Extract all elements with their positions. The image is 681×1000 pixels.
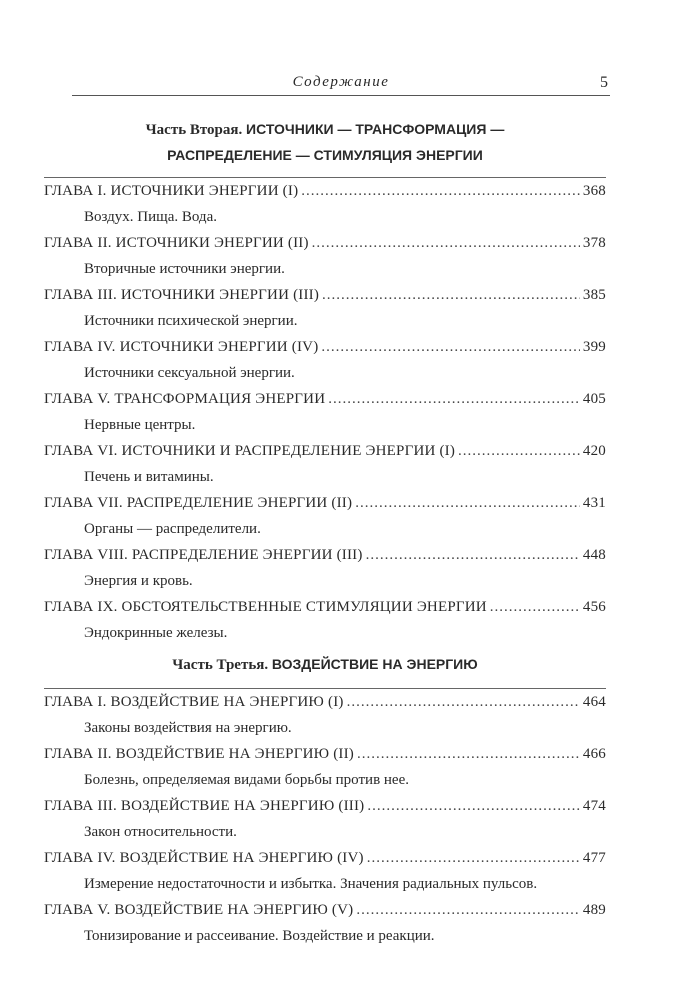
header-rule — [72, 95, 610, 96]
part-three-chapter-list — [44, 689, 606, 949]
part-two-title-line2: РАСПРЕДЕЛЕНИЕ — СТИМУЛЯЦИЯ ЭНЕРГИИ — [167, 147, 483, 163]
part-three-title: ВОЗДЕЙСТВИЕ НА ЭНЕРГИЮ — [271, 656, 478, 672]
chapter-line[interactable] — [44, 542, 606, 568]
dot-leader — [458, 438, 580, 464]
chapter-title: ГЛАВА III. ИСТОЧНИКИ ЭНЕРГИИ (III) — [44, 287, 320, 303]
part-two-heading — [44, 117, 606, 143]
chapter-subtitle: Печень и витамины. — [84, 469, 214, 485]
chapter-title: ГЛАВА V. ТРАНСФОРМАЦИЯ ЭНЕРГИИ — [44, 391, 326, 407]
chapter-subtitle: Источники психической энергии. — [84, 313, 298, 329]
chapter-line[interactable] — [44, 334, 606, 360]
chapter-title: ГЛАВА I. ИСТОЧНИКИ ЭНЕРГИИ (I) — [44, 183, 299, 199]
part-two-chapter-list — [44, 178, 606, 646]
chapter-line[interactable] — [44, 594, 606, 620]
chapter-subtitle: Измерение недостаточности и избытка. Значения радиальных пульсов. — [84, 876, 538, 892]
toc-entry — [44, 230, 606, 282]
chapter-line[interactable] — [44, 741, 606, 767]
toc-entry — [44, 689, 606, 741]
chapter-page-number: 368 — [582, 183, 606, 199]
dot-leader — [321, 334, 579, 360]
chapter-title: ГЛАВА III. ВОЗДЕЙСТВИЕ НА ЭНЕРГИЮ (III) — [44, 798, 365, 814]
chapter-page-number: 420 — [582, 443, 606, 459]
chapter-subtitle: Нервные центры. — [84, 417, 196, 433]
chapter-subtitle: Воздух. Пища. Вода. — [84, 209, 217, 225]
toc-entry — [44, 594, 606, 646]
chapter-page-number: 378 — [582, 235, 606, 251]
part-two-title-line1: ИСТОЧНИКИ — ТРАНСФОРМАЦИЯ — — [246, 121, 505, 137]
toc-entry — [44, 741, 606, 793]
chapter-subtitle: Энергия и кровь. — [84, 573, 193, 589]
dot-leader — [357, 741, 580, 767]
chapter-line[interactable] — [44, 386, 606, 412]
chapter-title: ГЛАВА IV. ВОЗДЕЙСТВИЕ НА ЭНЕРГИЮ (IV) — [44, 850, 364, 866]
dot-leader — [347, 689, 580, 715]
chapter-subtitle: Тонизирование и рассеивание. Воздействие и реакции. — [84, 928, 435, 944]
chapter-subtitle: Законы воздействия на энергию. — [84, 720, 292, 736]
chapter-line[interactable] — [44, 689, 606, 715]
chapter-title: ГЛАВА II. ИСТОЧНИКИ ЭНЕРГИИ (II) — [44, 235, 309, 251]
toc-entry — [44, 845, 606, 897]
chapter-page-number: 489 — [582, 902, 606, 918]
chapter-page-number: 399 — [582, 339, 606, 355]
toc-entry — [44, 386, 606, 438]
chapter-page-number: 464 — [582, 694, 606, 710]
chapter-line[interactable] — [44, 230, 606, 256]
chapter-title: ГЛАВА IV. ИСТОЧНИКИ ЭНЕРГИИ (IV) — [44, 339, 319, 355]
page-number: 5 — [600, 74, 608, 91]
chapter-title: ГЛАВА V. ВОЗДЕЙСТВИЕ НА ЭНЕРГИЮ (V) — [44, 902, 354, 918]
chapter-line[interactable] — [44, 897, 606, 923]
chapter-subtitle: Закон относительности. — [84, 824, 237, 840]
toc-entry — [44, 334, 606, 386]
chapter-page-number: 456 — [582, 599, 606, 615]
chapter-title: ГЛАВА VIII. РАСПРЕДЕЛЕНИЕ ЭНЕРГИИ (III) — [44, 547, 363, 563]
dot-leader — [355, 490, 580, 516]
toc-entry — [44, 897, 606, 949]
toc-entry — [44, 490, 606, 542]
chapter-page-number: 385 — [582, 287, 606, 303]
toc-entry — [44, 282, 606, 334]
dot-leader — [356, 897, 580, 923]
chapter-title: ГЛАВА VI. ИСТОЧНИКИ И РАСПРЕДЕЛЕНИЕ ЭНЕРГИИ (I) — [44, 443, 456, 459]
toc-entry — [44, 793, 606, 845]
dot-leader — [367, 845, 580, 871]
chapter-line[interactable] — [44, 490, 606, 516]
part-three-section — [44, 652, 606, 949]
chapter-page-number: 477 — [582, 850, 606, 866]
toc-entry — [44, 178, 606, 230]
part-two-heading-line2 — [44, 143, 606, 169]
dot-leader — [328, 386, 580, 412]
chapter-line[interactable] — [44, 438, 606, 464]
part-two-section — [44, 117, 606, 646]
dot-leader — [322, 282, 580, 308]
part-three-label: Часть Третья. — [172, 657, 269, 673]
chapter-title: ГЛАВА IX. ОБСТОЯТЕЛЬСТВЕННЫЕ СТИМУЛЯЦИИ ЭНЕРГИИ — [44, 599, 487, 615]
toc-entry — [44, 438, 606, 490]
chapter-subtitle: Органы — распределители. — [84, 521, 261, 537]
toc-entry — [44, 542, 606, 594]
chapter-line[interactable] — [44, 178, 606, 204]
chapter-title: ГЛАВА I. ВОЗДЕЙСТВИЕ НА ЭНЕРГИЮ (I) — [44, 694, 344, 710]
chapter-page-number: 431 — [582, 495, 606, 511]
page-header — [72, 74, 610, 94]
part-three-heading — [44, 652, 606, 678]
chapter-page-number: 448 — [582, 547, 606, 563]
chapter-subtitle: Эндокринные железы. — [84, 625, 228, 641]
chapter-title: ГЛАВА II. ВОЗДЕЙСТВИЕ НА ЭНЕРГИЮ (II) — [44, 746, 354, 762]
chapter-page-number: 405 — [582, 391, 606, 407]
chapter-title: ГЛАВА VII. РАСПРЕДЕЛЕНИЕ ЭНЕРГИИ (II) — [44, 495, 353, 511]
chapter-page-number: 466 — [582, 746, 606, 762]
part-two-label: Часть Вторая. — [145, 122, 243, 138]
chapter-line[interactable] — [44, 282, 606, 308]
dot-leader — [301, 178, 580, 204]
chapter-line[interactable] — [44, 793, 606, 819]
chapter-subtitle: Источники сексуальной энергии. — [84, 365, 295, 381]
dot-leader — [367, 793, 580, 819]
chapter-subtitle: Болезнь, определяемая видами борьбы против нее. — [84, 772, 409, 788]
running-title: Содержание — [292, 74, 390, 90]
dot-leader — [312, 230, 580, 256]
chapter-page-number: 474 — [582, 798, 606, 814]
dot-leader — [366, 542, 580, 568]
dot-leader — [490, 594, 580, 620]
chapter-subtitle: Вторичные источники энергии. — [84, 261, 285, 277]
chapter-line[interactable] — [44, 845, 606, 871]
